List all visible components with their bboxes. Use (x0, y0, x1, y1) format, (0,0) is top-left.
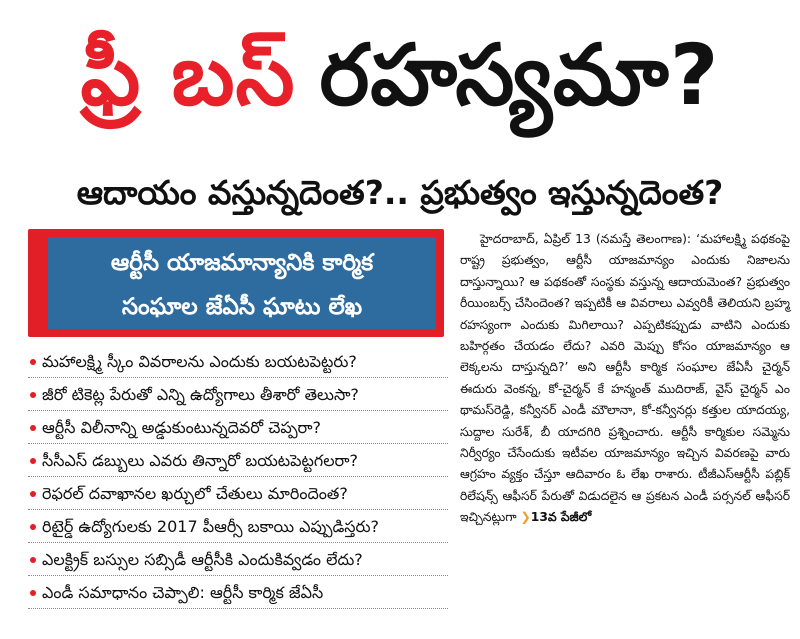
question-item: రెఫరల్ దవాఖానల ఖర్చులో చేతులు మారిందెంత? (28, 477, 448, 510)
bullet-dot-icon (30, 524, 36, 530)
highlight-box-text (48, 237, 436, 329)
continued-ref[interactable] (520, 510, 591, 524)
continued-page-label: 13వ పేజీలో (530, 510, 592, 525)
question-item: ఎలక్ట్రిక్ బస్సుల సబ్సిడీ ఆర్టీసీకి ఎందుకివ్వడం లేదు? (28, 543, 448, 576)
arrow-right-icon: ❯ (520, 510, 531, 525)
question-item: సీసీఎస్ డబ్బులు ఎవరు తిన్నారో బయటపెట్టగలరా? (28, 444, 448, 477)
article-column (460, 229, 790, 629)
article-text: హైదరాబాద్, ఏప్రిల్ 13 (నమస్తే తెలంగాణ): ‘మహాలక్ష్మి పథకంపై రాష్ట్ర ప్రభుత్వం, ఆర్టీసీ యాజమాన్యం ఎందుకు నిజాలను దాస్తున్నాయి? ఆ పథకంతో సంస్థకు వస్తున్న ఆదాయమెంత? ప్రభుత్వం రీయింబర్స్ చేసిందెంత? ఇప్పటికీ ఆ వివరాలు ఎవ్వరికీ తెలియని బ్రహ్మ రహస్యంగా ఎందుకు మిగిలాయి? ఎప్పటికప్పుడు వాటిని ఎందుకు బహిర్గతం చేయడం లేదు? ఎవరి మెప్పు కోసం యాజమాన్యం ఆ లెక్కలను దాస్తున్నది?’ అని ఆర్టీసీ కార్మిక సంఘాల జేఏసీ చైర్మన్ ఈదురు వెంకన్న, కో-చైర్మన్ కే హన్మంత్ ముదిరాజ్, వైస్ చైర్మన్ ఎం థామస్‌రెడ్డి, కన్వీనర్ ఎండీ మౌలానా, కో-కన్వీనర్లు కత్తుల యాదయ్య, సుద్దాల సురేశ్, బీ యాదగిరి ప్రశ్నించారు. ఆర్టీసీ కార్మికుల సమ్మెను నిర్వీర్యం చేసేందుకు ఇటీవల యాజమాన్యం ఇచ్చిన వివరణపై వారు ఆగ్రహం వ్యక్తం చేస్తూ ఆదివారం ఓ లేఖ రాశారు. టీజీఎస్‌ఆర్టీసీ పబ్లిక్ రిలేషన్స్ ఆఫీసర్ పేరుతో విడుదలైన ఆ ప్రకటన ఎండీ పర్సనల్ ఆఫీసర్ ఇచ్చినట్లుగా (460, 232, 790, 525)
bullet-dot-icon (30, 425, 36, 431)
question-item: రిటైర్డ్ ఉద్యోగులకు 2017 పీఆర్సీ బకాయి ఎప్పుడిస్తరు? (28, 510, 448, 543)
highlight-box (28, 229, 444, 337)
question-list (28, 345, 448, 609)
question-item: జీరో టికెట్ల పేరుతో ఎన్ని ఉద్యోగాలు తీశారో తెలుసా? (28, 378, 448, 411)
bullet-dot-icon (30, 359, 36, 365)
bullet-dot-icon (30, 491, 36, 497)
headline-red: ఫ్రీ బస్ (80, 26, 296, 124)
highlight-line-1: ఆర్టీసీ యాజమాన్యానికి కార్మిక (110, 250, 374, 276)
article-body (460, 229, 790, 529)
bullet-dot-icon (30, 392, 36, 398)
subheadline: ఆదాయం వస్తున్నదెంత?.. ప్రభుత్వం ఇస్తున్నదెంత? (76, 173, 724, 212)
question-item: ఎండీ సమాధానం చెప్పాలి: ఆర్టీసీ కార్మిక జేఏసీ (28, 576, 448, 609)
highlight-line-2: సంఘాల జేఏసీ ఘాటు లేఖ (121, 294, 363, 320)
bullet-dot-icon (30, 557, 36, 563)
left-column (28, 229, 448, 629)
headline-black: రహస్యమా? (319, 26, 720, 124)
headline (0, 0, 800, 150)
bullet-dot-icon (30, 458, 36, 464)
question-item: ఆర్టీసీ విలీనాన్ని అడ్డుకుంటున్నదెవరో చెప్పరా? (28, 411, 448, 444)
bullet-dot-icon (30, 590, 36, 596)
question-item: మహాలక్ష్మి స్కీం వివరాలను ఎందుకు బయటపెట్టరు? (28, 345, 448, 378)
